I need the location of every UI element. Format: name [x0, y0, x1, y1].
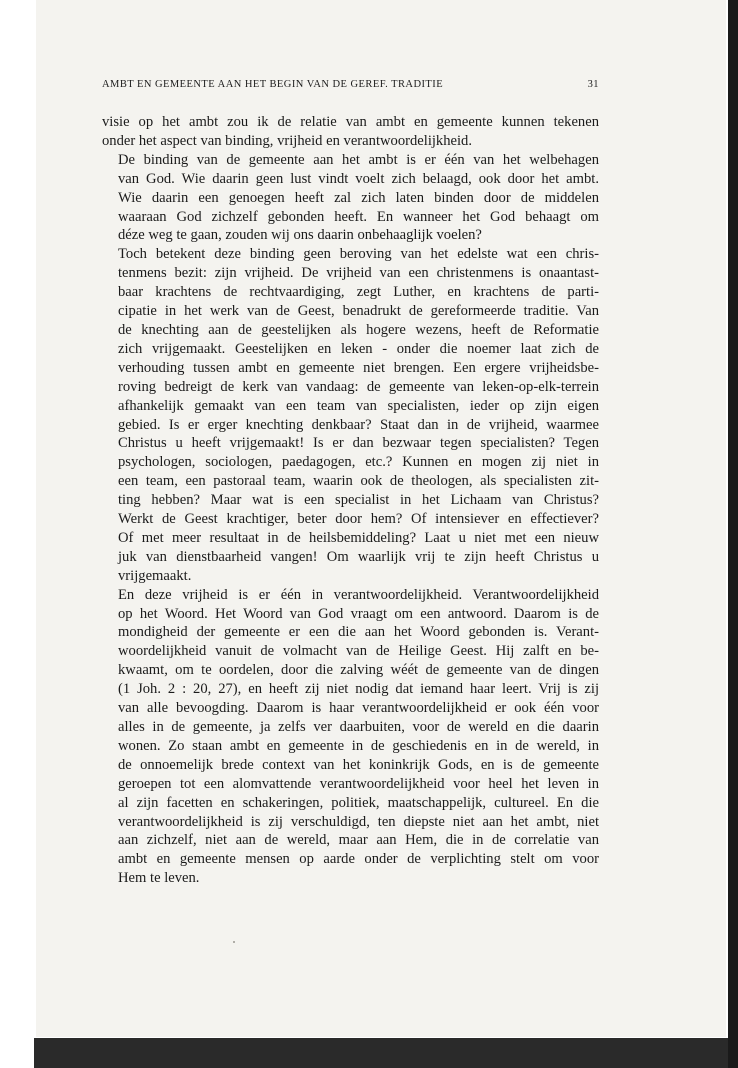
- text-line: En deze vrijheid is er één in verantwoordelijkheid. Verantwoordelijkheid: [118, 586, 599, 603]
- text-line: juk van dienstbaarheid vangen! Om waarlijk vrij te zijn heeft Christus u: [118, 548, 599, 565]
- text-line: vrijgemaakt.: [118, 567, 192, 584]
- text-line: aan zichzelf, niet aan de wereld, maar aan Hem, die in de correlatie van: [118, 832, 599, 849]
- text-line: Werkt de Geest krachtiger, beter door hem? Of intensiever en effectiever?: [118, 511, 599, 528]
- text-line: de onnoemelijk brede context van het koninkrijk Gods, en is de gemeente: [118, 756, 599, 773]
- text-line: kwaamt, om te oordelen, door die zalving wéét de gemeente van de dingen: [118, 662, 599, 679]
- text-line: De binding van de gemeente aan het ambt is er één van het welbehagen: [118, 151, 599, 168]
- text-line: roving bedreigt de kerk van vandaag: de gemeente van leken-op-elk-terrein: [118, 378, 599, 395]
- scan-margin-right: [728, 0, 738, 1068]
- paragraph: [102, 113, 599, 151]
- text-line: visie op het ambt zou ik de relatie van ambt en gemeente kunnen tekenen: [102, 114, 599, 130]
- text-line: ting hebben? Maar wat is een specialist in het Lichaam van Christus?: [118, 492, 599, 509]
- text-line: gebied. Is er erger knechting denkbaar? Staat dan in de vrijheid, waarmee: [118, 416, 599, 433]
- text-line: woordelijkheid vanuit de volmacht van de Heilige Geest. Hij zalft en be-: [118, 643, 599, 660]
- text-line: een team, een pastoraal team, waarin ook de theologen, als specialisten zit-: [118, 473, 599, 490]
- page-number: 31: [587, 79, 599, 90]
- paragraph: [102, 245, 599, 585]
- text-line: op het Woord. Het Woord van God vraagt om een antwoord. Daarom is de: [118, 605, 599, 622]
- text-line: cipatie in het werk van de Geest, benadrukt de gereformeerde traditie. Van: [118, 303, 599, 320]
- paragraph: [102, 151, 599, 246]
- text-line: zich vrijgemaakt. Geestelijken en leken - onder die noemer laat zich de: [118, 340, 599, 357]
- text-line: verhouding tussen ambt en gemeente niet brengen. Een ergere vrijheidsbe-: [118, 359, 599, 376]
- page-speck: [233, 941, 235, 943]
- running-head: [102, 79, 599, 90]
- body-text: [102, 113, 599, 888]
- text-line: van alle bevoogding. Daarom is haar verantwoordelijkheid er ook één voor: [118, 700, 599, 717]
- text-line: psychologen, sociologen, paedagogen, etc.? Kunnen en mogen zij niet in: [118, 454, 599, 471]
- scan-margin-left: [0, 0, 34, 1068]
- text-line: tenmens bezit: zijn vrijheid. De vrijheid van een christenmens is onaantast-: [118, 265, 599, 282]
- text-line: de knechting aan de geestelijken als hogere wezens, heeft de Reformatie: [118, 321, 599, 338]
- text-line: afhankelijk gemaakt van een team van specialisten, ieder op zijn eigen: [118, 397, 599, 414]
- text-line: alles in de gemeente, ja zelfs ver daarbuiten, voor de wereld en die daarin: [118, 719, 599, 735]
- text-line: Of met meer resultaat in de heilsbemiddeling? Laat u niet met een nieuw: [118, 529, 599, 546]
- running-head-title: AMBT EN GEMEENTE AAN HET BEGIN VAN DE GEREF. TRADITIE: [102, 79, 444, 90]
- text-line: al zijn facetten en schakeringen, politiek, maatschappelijk, cultureel. En die: [118, 794, 599, 811]
- text-line: baar krachtens de rechtvaardiging, zegt Luther, en krachtens de parti-: [118, 284, 599, 301]
- text-line: Hem te leven.: [118, 870, 200, 887]
- text-line: Toch betekent deze binding geen beroving van het edelste wat een chris-: [118, 246, 599, 263]
- scan-margin-bottom: [34, 1038, 728, 1068]
- paragraph: [102, 586, 599, 889]
- text-line: (1 Joh. 2 : 20, 27), en heeft zij niet nodig dat iemand haar leert. Vrij is zij: [118, 681, 599, 698]
- text-line: déze weg te gaan, zouden wij ons daarin onbehaaglijk voelen?: [118, 227, 482, 244]
- text-line: Christus u heeft vrijgemaakt! Is er dan bezwaar tegen specialisten? Tegen: [118, 435, 599, 452]
- text-line: ambt en gemeente mensen op aarde onder de verplichting stelt om voor: [118, 851, 599, 868]
- text-line: Wie daarin een genoegen heeft zal zich laten binden door de middelen: [118, 189, 599, 206]
- text-line: onder het aspect van binding, vrijheid en verantwoordelijkheid.: [102, 132, 473, 149]
- text-line: verantwoordelijkheid is zij verschuldigd, ten diepste niet aan het ambt, niet: [118, 813, 599, 830]
- text-line: van God. Wie daarin geen lust vindt voelt zich belaagd, ook door het ambt.: [118, 170, 599, 187]
- text-line: mondigheid der gemeente er een die aan het Woord gebonden is. Verant-: [118, 624, 599, 641]
- text-line: waaraan God zichzelf gebonden heeft. En wanneer het God behaagt om: [118, 208, 599, 225]
- text-line: wonen. Zo staan ambt en gemeente in de geschiedenis en in de wereld, in: [118, 737, 599, 754]
- text-line: geroepen tot een alomvattende verantwoordelijkheid voor heel het leven in: [118, 775, 599, 792]
